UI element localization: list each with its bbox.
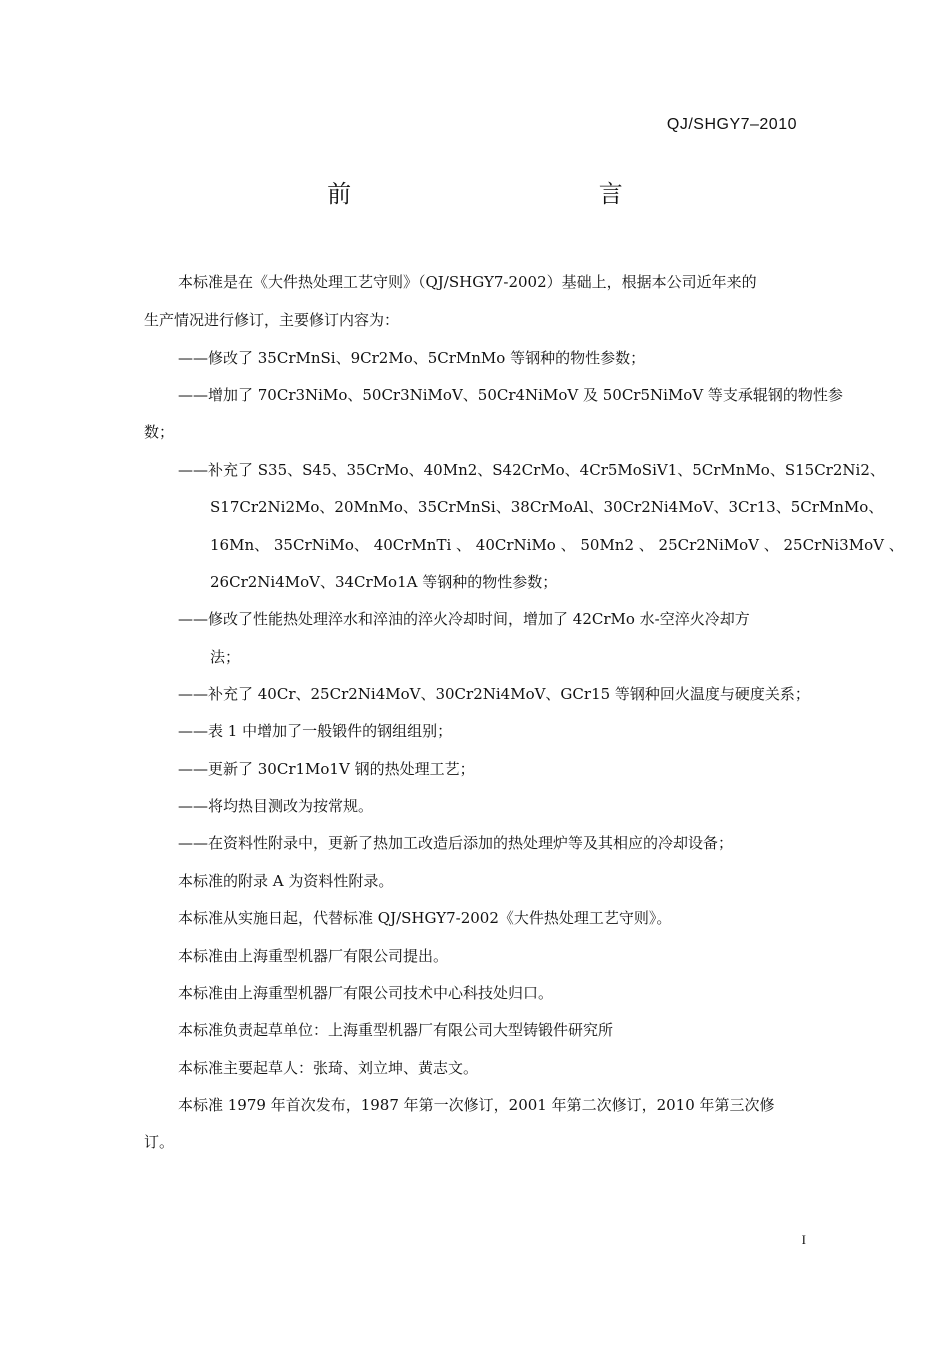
list-item: ——在资料性附录中，更新了热加工改造后添加的热处理炉等及其相应的冷却设备； <box>178 834 734 852</box>
list-item: ——修改了性能热处理淬水和淬油的淬火冷却时间，增加了 42CrMo 水-空淬火冷却方 <box>178 610 750 628</box>
list-item: ——补充了 S35、S45、35CrMo、40Mn2、S42CrMo、4Cr5MoSiV1、5CrMnMo、S15Cr2Ni2、 <box>178 461 885 479</box>
list-item-continuation: 数； <box>144 423 175 441</box>
list-item: ——更新了 30Cr1Mo1V 钢的热处理工艺； <box>178 760 475 778</box>
paragraph-line: 本标准由上海重型机器厂有限公司提出。 <box>178 947 449 965</box>
list-item: ——修改了 35CrMnSi、9Cr2Mo、5CrMnMo 等钢种的物性参数； <box>178 349 646 367</box>
list-item-continuation: 26Cr2Ni4MoV、34CrMo1A 等钢种的物性参数； <box>210 573 558 591</box>
list-item: ——补充了 40Cr、25Cr2Ni4MoV、30Cr2Ni4MoV、GCr15 等钢种回火温度与硬度关系； <box>178 685 810 703</box>
paragraph-line: 本标准的附录 A 为资料性附录。 <box>178 872 394 890</box>
paragraph-line: 本标准是在《大件热处理工艺守则》（QJ/SHGY7-2002）基础上，根据本公司近年来的 <box>178 273 757 291</box>
paragraph-line: 本标准主要起草人：张琦、刘立坤、黄志文。 <box>178 1059 479 1077</box>
list-item-continuation: 法； <box>210 648 241 666</box>
list-item-continuation: 16Mn、 35CrNiMo、 40CrMnTi 、 40CrNiMo 、 50Mn2 、 25Cr2NiMoV 、 25CrNi3MoV 、 <box>210 536 904 554</box>
list-item: ——表 1 中增加了一般锻件的钢组组别； <box>178 722 453 740</box>
list-item-continuation: S17Cr2Ni2Mo、20MnMo、35CrMnSi、38CrMoAl、30Cr2Ni4MoV、3Cr13、5CrMnMo、 <box>210 498 884 516</box>
paragraph-line: 本标准从实施日起，代替标准 QJ/SHGY7-2002《大件热处理工艺守则》。 <box>178 909 672 927</box>
paragraph-line: 本标准由上海重型机器厂有限公司技术中心科技处归口。 <box>178 984 554 1002</box>
list-item: ——将均热目测改为按常规。 <box>178 797 374 815</box>
paragraph-line: 生产情况进行修订，主要修订内容为： <box>144 311 400 329</box>
list-item: ——增加了 70Cr3NiMo、50Cr3NiMoV、50Cr4NiMoV 及 50Cr5NiMoV 等支承辊钢的物性参 <box>178 386 843 404</box>
paragraph-line: 订。 <box>144 1133 175 1151</box>
paragraph-line: 本标准 1979 年首次发布，1987 年第一次修订，2001 年第二次修订，2010 年第三次修 <box>178 1096 775 1114</box>
page-number: I <box>801 1232 806 1247</box>
paragraph-line: 本标准负责起草单位：上海重型机器厂有限公司大型铸锻件研究所 <box>178 1021 614 1039</box>
page-title: 前 言 <box>327 180 743 208</box>
page-header-code: QJ/SHGY7–2010 <box>666 116 797 133</box>
